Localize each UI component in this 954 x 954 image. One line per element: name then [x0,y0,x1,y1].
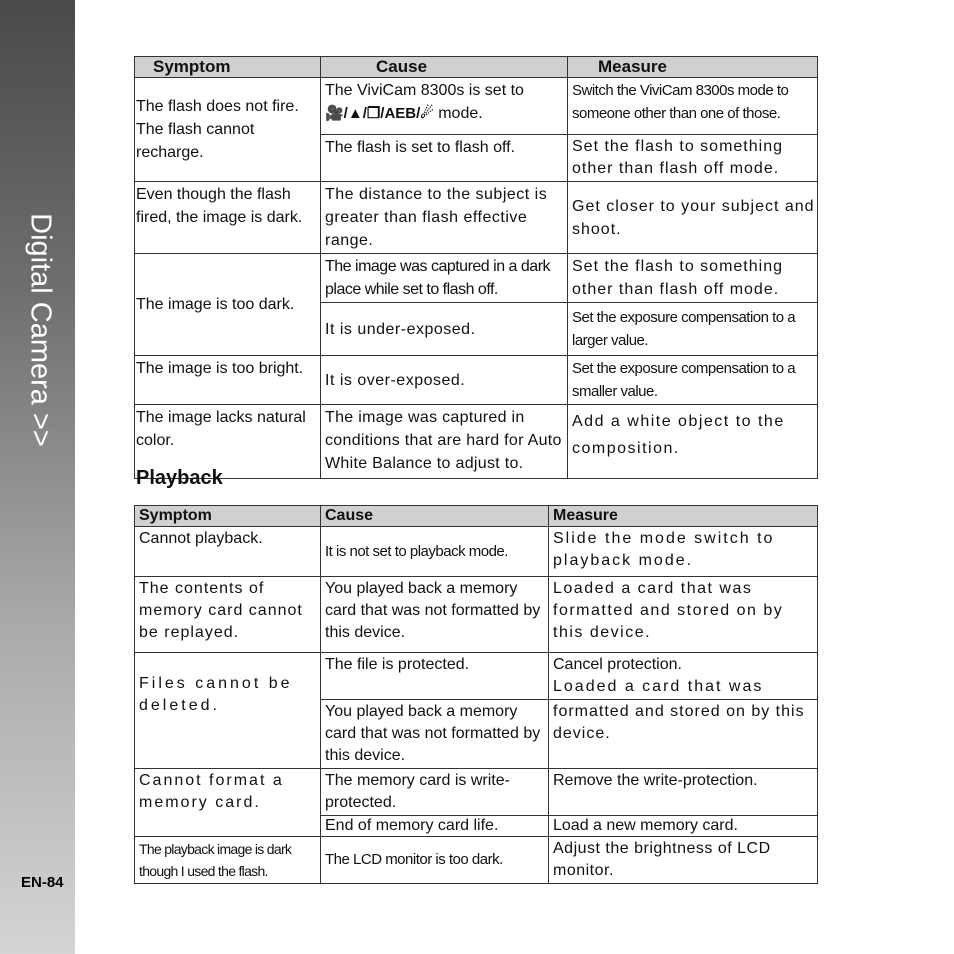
table-header-row [135,506,818,527]
symptom-cannot-format: Cannot format a memory card. [135,769,321,837]
symptom-text: The flash does not fire. The flash cannot recharge. [136,98,299,161]
header-symptom: Symptom [135,506,321,527]
mode-icons: 🎥/▲/❐/AEB/☄ [325,105,434,122]
symptom-flash-not-fire [135,78,321,182]
symptom-dark-with-flash: Even though the flash fired, the image is dark. [135,182,321,254]
cause-text: The [325,82,353,99]
header-measure: Measure [549,506,818,527]
playback-troubleshooting-table [134,505,818,884]
header-symptom: Symptom [135,57,321,78]
sidebar-title: Digital Camera >> [24,213,57,447]
cause-file-protected: The file is protected. [321,653,549,700]
measure-cancel-protection [549,653,818,700]
cause-card-life: End of memory card life. [321,816,549,837]
cause-write-protected: The memory card is write-protected. [321,769,549,816]
cause-dark-place: The image was captured in a dark place while set to flash off. [321,254,568,303]
symptom-cannot-delete: Files cannot be deleted. [135,653,321,769]
table-row [135,769,818,816]
measure-remove-write-protect: Remove the write-protection. [549,769,818,816]
table-row [135,405,818,479]
measure-exposure-smaller: Set the exposure compensation to a smaller value. [568,356,818,405]
measure-white-object: Add a white object to the composition. [568,405,818,479]
cause-not-playback-mode: It is not set to playback mode. [321,527,549,577]
table-row [135,837,818,884]
cause-unformatted-card: You played back a memory card that was not formatted by this device. [321,577,549,653]
measure-flash-setting: Set the flash to something other than flash off mode. [568,254,818,303]
cause-lcd-dark: The LCD monitor is too dark. [321,837,549,884]
measure-get-closer: Get closer to your subject and shoot. [568,182,818,254]
cause-text: is set to [468,82,524,99]
table-header-row [135,57,818,78]
symptom-cannot-playback: Cannot playback. [135,527,321,577]
symptom-too-dark: The image is too dark. [135,254,321,356]
table-row [135,254,818,303]
header-cause: Cause [321,57,568,78]
measure-flash-setting: Set the flash to something other than flash off mode. [568,135,818,182]
cause-under-exposed: It is under-exposed. [321,303,568,356]
symptom-cannot-replay: The contents of memory card cannot be replayed. [135,577,321,653]
measure-text: Loaded a card that was [553,678,764,695]
measure-exposure-larger: Set the exposure compensation to a larger value. [568,303,818,356]
measure-new-card: Load a new memory card. [549,816,818,837]
cause-over-exposed: It is over-exposed. [321,356,568,405]
header-cause: Cause [321,506,549,527]
table-row [135,78,818,135]
table-row [135,577,818,653]
section-title-playback: Playback [136,467,223,489]
table-row [135,527,818,577]
measure-text: Cancel protection. [553,656,682,673]
measure-load-formatted-card: Loaded a card that was formatted and stored on by this device. [549,577,818,653]
page-number: EN-84 [21,874,64,891]
model-name: ViviCam 8300s [357,82,465,99]
symptom-dark-playback: The playback image is dark though I used the flash. [135,837,321,884]
cause-mode-set [321,78,568,135]
cause-distance: The distance to the subject is greater than flash effective range. [321,182,568,254]
table-row [135,356,818,405]
cause-text: mode. [438,105,483,122]
header-measure: Measure [568,57,818,78]
measure-slide-switch: Slide the mode switch to playback mode. [549,527,818,577]
measure-adjust-lcd: Adjust the brightness of LCD monitor. [549,837,818,884]
measure-switch-mode: Switch the ViviCam 8300s mode to someone other than one of those. [568,78,818,135]
table-row [135,653,818,700]
symptom-unnatural-color: The image lacks natural color. [135,405,321,479]
measure-formatted-card: formatted and stored on by this device. [549,700,818,769]
table-row [135,182,818,254]
sidebar-band [0,0,75,954]
cause-white-balance: The image was captured in conditions that are hard for Auto White Balance to adjust to. [321,405,568,479]
symptom-too-bright: The image is too bright. [135,356,321,405]
cause-unformatted-card: You played back a memory card that was not formatted by this device. [321,700,549,769]
cause-flash-off: The flash is set to flash off. [321,135,568,182]
recording-troubleshooting-table [134,56,818,479]
